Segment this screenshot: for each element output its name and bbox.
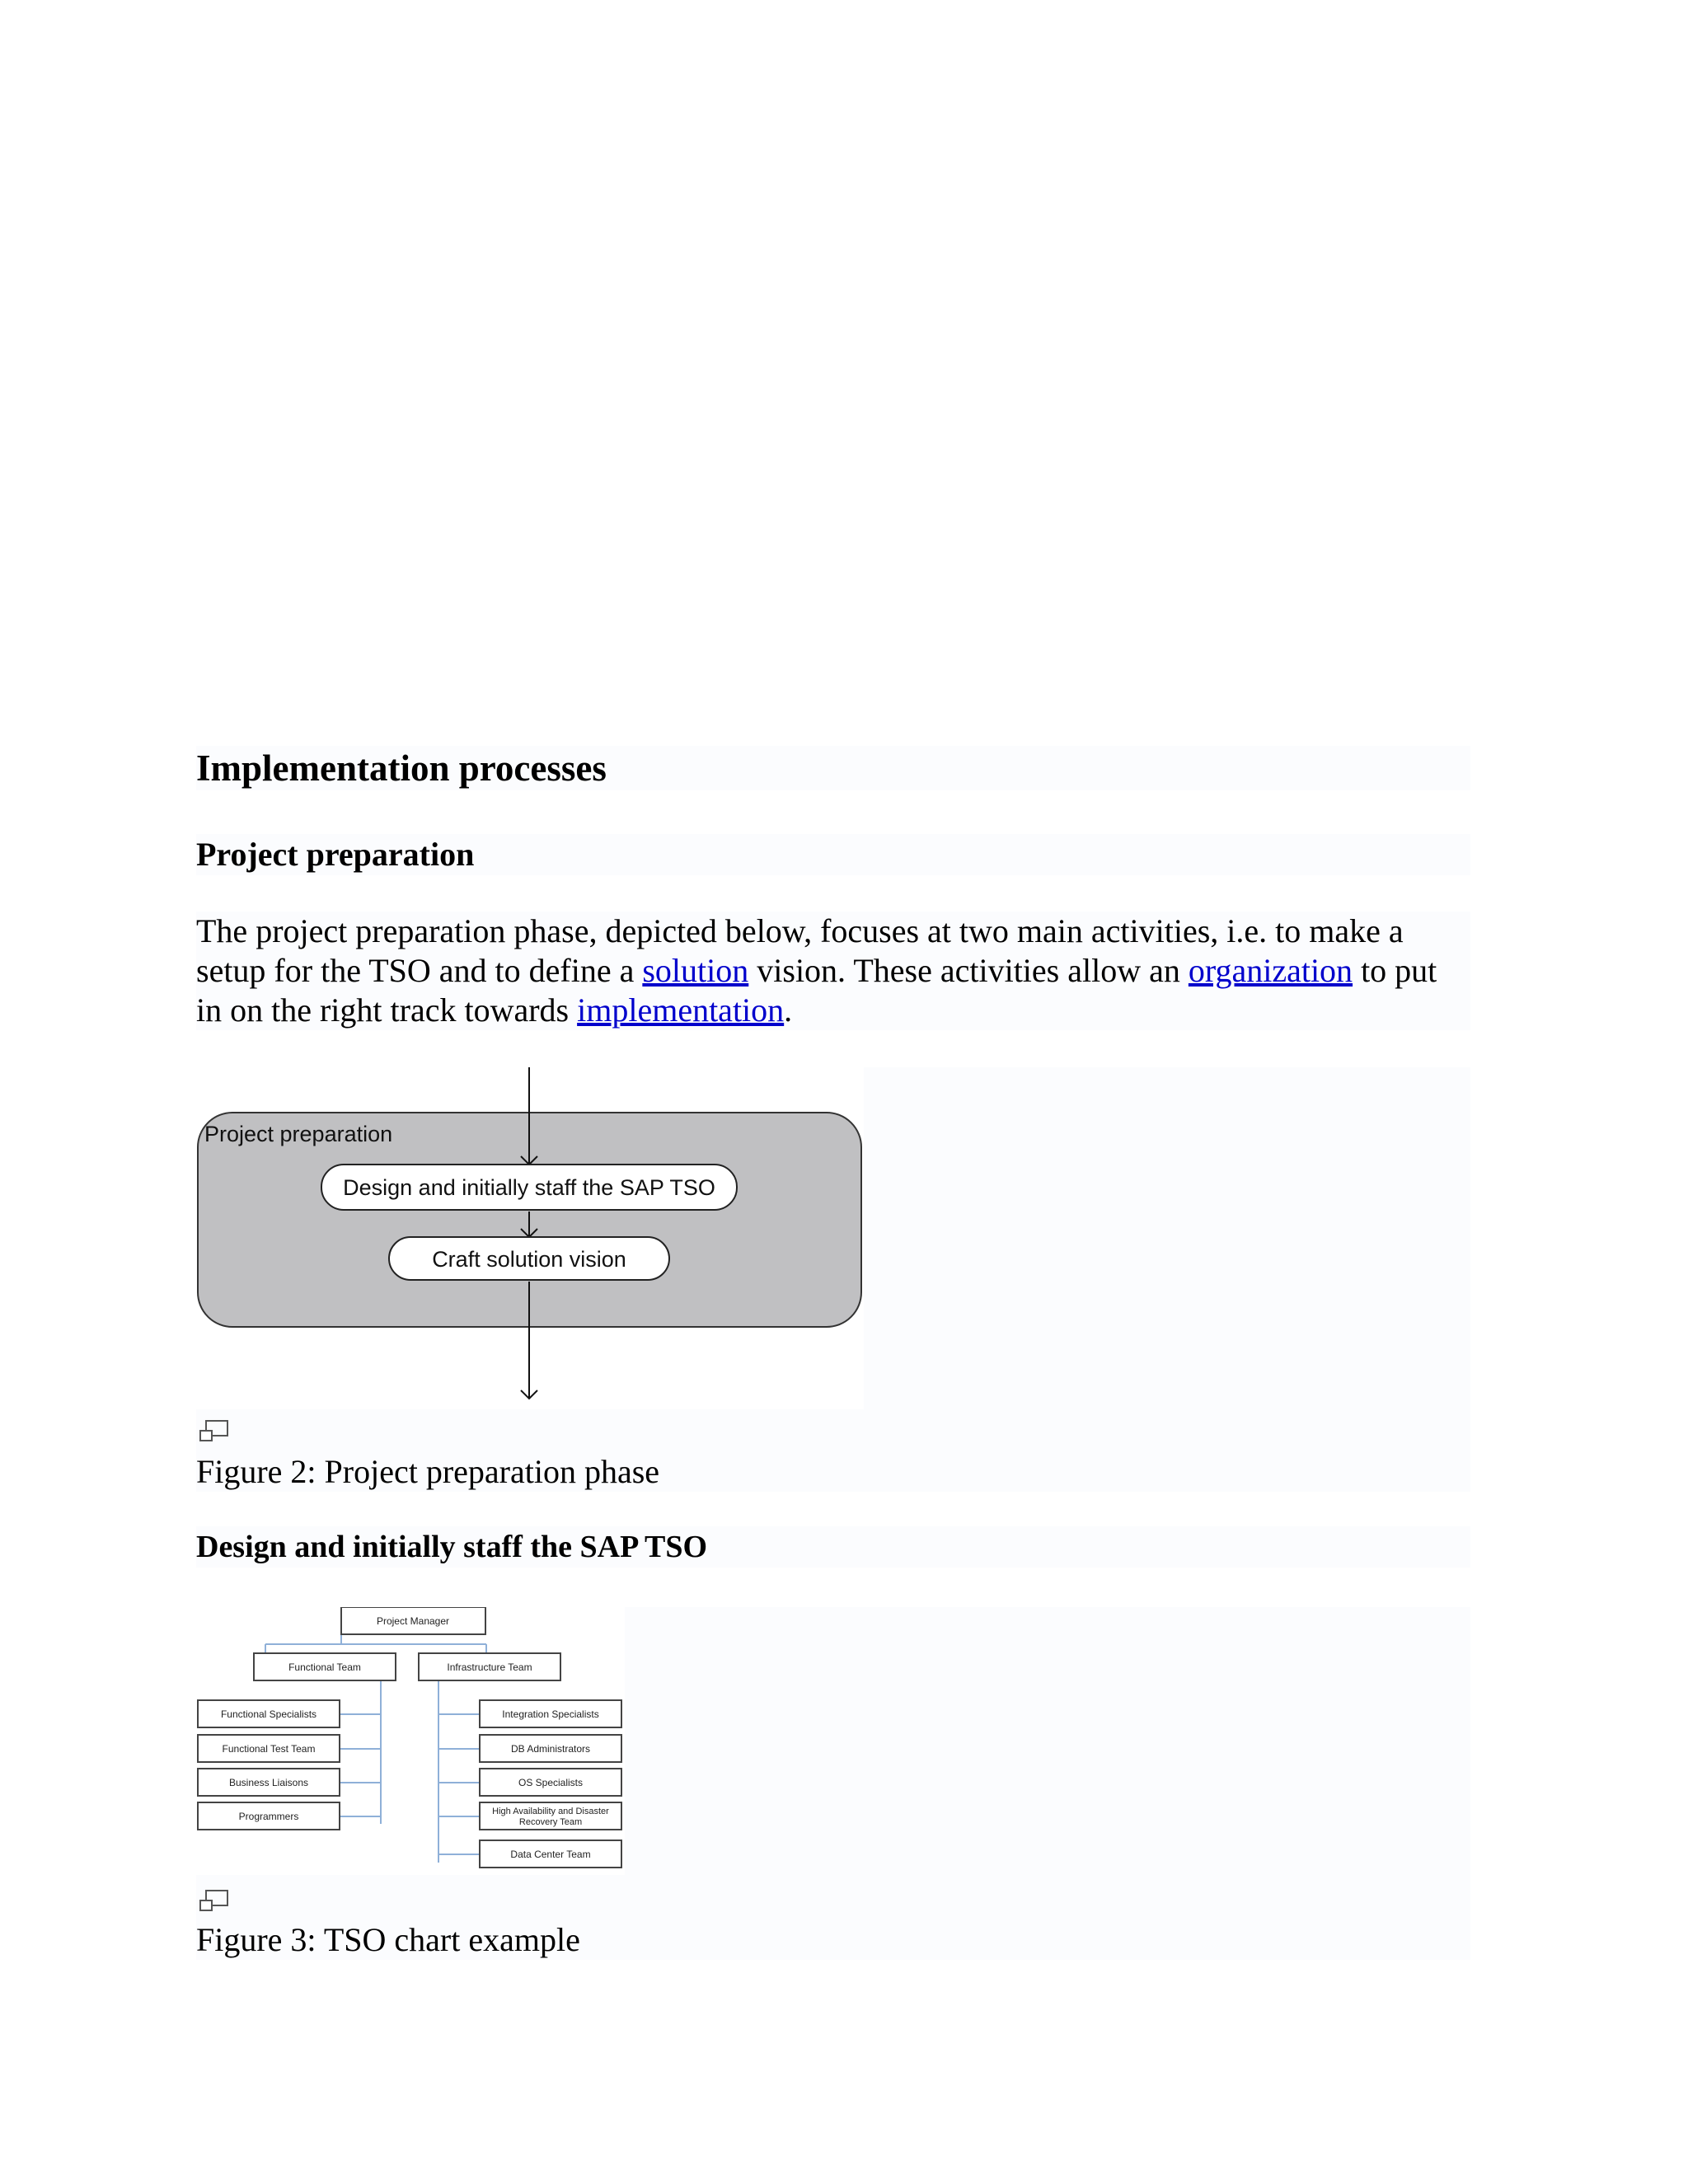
svg-text:Craft solution vision: Craft solution vision bbox=[432, 1247, 626, 1272]
section-heading-project-preparation: Project preparation bbox=[196, 834, 1470, 875]
org-left-item: Programmers bbox=[238, 1811, 299, 1822]
project-preparation-diagram bbox=[196, 1067, 864, 1409]
image-frame-icon bbox=[199, 1889, 229, 1912]
org-root: Project Manager bbox=[376, 1615, 450, 1627]
org-right-item: Recovery Team bbox=[518, 1817, 583, 1827]
intro-paragraph: The project preparation phase, depicted below, focuses at two main activities, i.e. to make a setup for the TSO and to define a solution vision. These activities allow an organization to put in on the right track towards implementation. bbox=[196, 912, 1470, 1030]
org-left-item: Functional Specialists bbox=[220, 1708, 317, 1720]
org-left-item: Functional Test Team bbox=[222, 1743, 316, 1755]
solution-link[interactable]: solution bbox=[642, 952, 749, 989]
org-right-item: OS Specialists bbox=[518, 1777, 584, 1788]
org-functional-team: Functional Team bbox=[288, 1661, 361, 1673]
phase-label: Project preparation bbox=[204, 1122, 393, 1146]
page-heading: Implementation processes bbox=[196, 746, 1470, 790]
org-right-item: DB Administrators bbox=[510, 1743, 591, 1755]
section-heading-design-staff: Design and initially staff the SAP TSO bbox=[196, 1526, 1470, 1568]
tso-org-chart bbox=[196, 1607, 625, 1875]
implementation-link[interactable]: implementation bbox=[577, 991, 785, 1029]
svg-text:Design and initially staff the: Design and initially staff the SAP TSO bbox=[343, 1175, 715, 1200]
org-right-item: Data Center Team bbox=[510, 1849, 591, 1860]
figure-2-caption: Figure 2: Project preparation phase bbox=[196, 1453, 660, 1490]
figure-3-caption: Figure 3: TSO chart example bbox=[196, 1921, 580, 1958]
org-infrastructure-team: Infrastructure Team bbox=[447, 1661, 532, 1673]
org-right-item: Integration Specialists bbox=[502, 1708, 599, 1720]
organization-link[interactable]: organization bbox=[1188, 952, 1353, 989]
image-frame-icon bbox=[199, 1419, 229, 1442]
org-right-item: High Availability and Disaster bbox=[492, 1807, 609, 1816]
org-left-item: Business Liaisons bbox=[228, 1777, 309, 1788]
